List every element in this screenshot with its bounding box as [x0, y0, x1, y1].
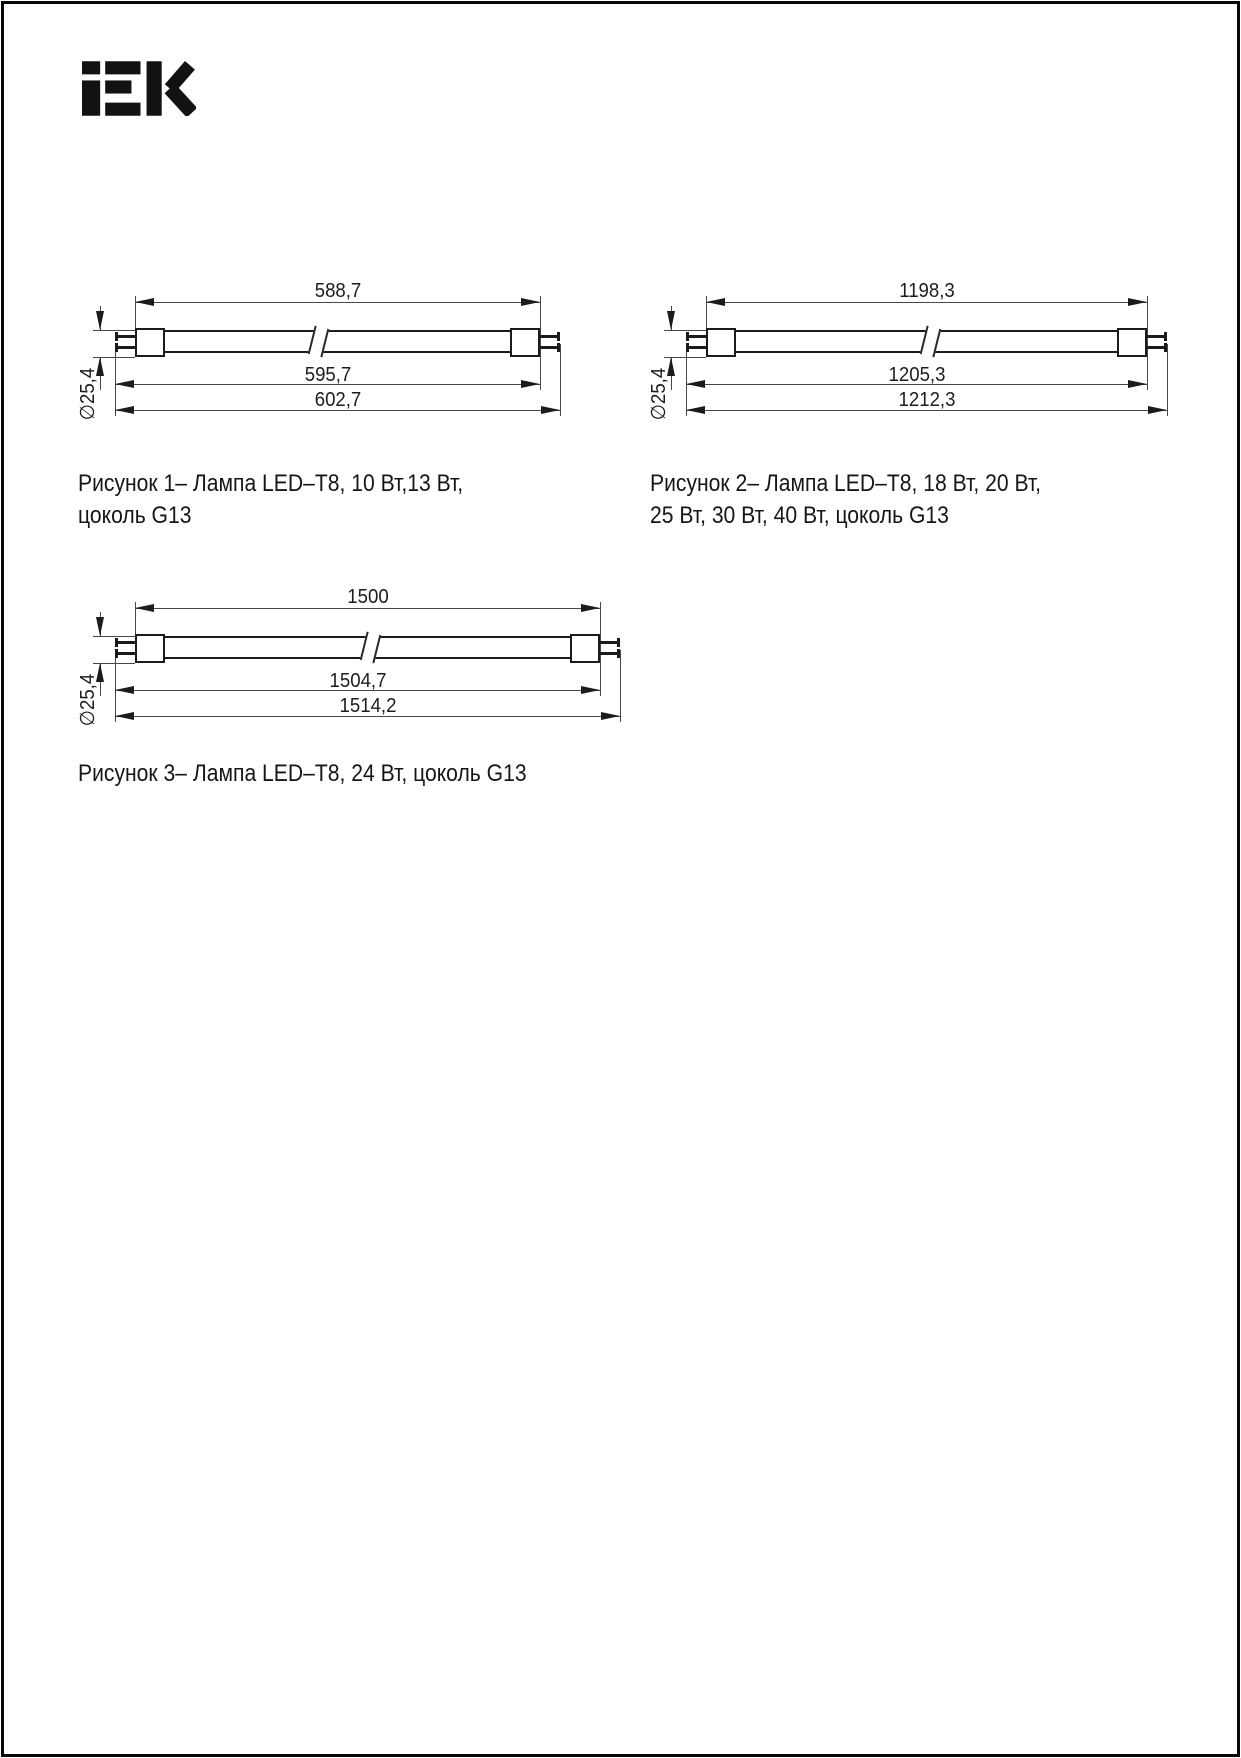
- figure-2-caption-line1: Рисунок 2– Лампа LED–T8, 18 Вт, 20 Вт,: [650, 470, 1042, 497]
- figure-3-pin-left-1-tip: [115, 649, 118, 658]
- figure-1-ext-cap-right: [540, 296, 541, 390]
- figure-2-caption: [650, 468, 1041, 532]
- figure-2-dim-length-pin-to-cap-arrow-left: [686, 380, 705, 388]
- figure-2-dia-arrow-down: [667, 311, 675, 330]
- figure-1-dia-label: ∅25,4: [77, 367, 99, 421]
- figure-3-dim-length-caps-arrow-left: [135, 604, 154, 612]
- figure-3-caption-line1: Рисунок 3– Лампа LED–T8, 24 Вт, цоколь G13: [78, 760, 527, 787]
- iek-logo-icon: [82, 61, 196, 116]
- figure-2-ext-cap-right: [1147, 296, 1148, 390]
- figure-2-dim-length-overall-arrow-left: [686, 406, 705, 414]
- figure-2-dim-length-caps-arrow-left: [706, 298, 725, 306]
- page-border: [1, 1, 1240, 1757]
- figure-1-dim-length-caps-arrow-left: [135, 298, 154, 306]
- figure-2-dim-length-caps-label: 1198,3: [898, 280, 955, 302]
- figure-2-dim-length-pin-to-cap-arrow-right: [1128, 380, 1147, 388]
- figure-3-ext-pin-right: [620, 650, 621, 722]
- figure-3-dia-arrow-down: [96, 617, 104, 636]
- figure-1-pin-left-0: [115, 335, 135, 338]
- figure-1-pin-left-0-tip: [115, 332, 118, 341]
- figure-2-pin-left-1: [686, 346, 706, 349]
- figure-2-ext-pin-right: [1167, 344, 1168, 416]
- figure-3-ext-cap-left: [135, 602, 136, 634]
- figure-1-ext-pin-right: [560, 344, 561, 416]
- figure-1-lamp-tube: [165, 330, 510, 353]
- figure-2-pin-left-0-tip: [686, 332, 689, 341]
- figure-3-dim-length-overall-arrow-left: [115, 712, 134, 720]
- figure-3-dim-length-pin-to-cap-arrow-right: [581, 686, 600, 694]
- figure-1-dim-length-pin-to-cap-arrow-right: [521, 380, 540, 388]
- figure-2-dim-length-pin-to-cap-label: 1205,3: [888, 364, 945, 386]
- figure-1-dim-length-caps-arrow-right: [521, 298, 540, 306]
- figure-1-dim-length-caps-label: 588,7: [314, 280, 361, 302]
- figure-3-pin-left-0-tip: [115, 638, 118, 647]
- figure-1-dia-arrow-down: [96, 311, 104, 330]
- figure-2-ext-cap-left: [706, 296, 707, 328]
- figure-1-dim-length-overall-label: 602,7: [314, 389, 361, 411]
- figure-3-lamp-endcap-right: [570, 634, 600, 663]
- figure-3-dim-length-caps-arrow-right: [581, 604, 600, 612]
- figure-1-pin-right-1-tip: [557, 343, 560, 352]
- figure-3-dim-length-overall-arrow-right: [601, 712, 620, 720]
- figure-1-dim-length-overall-arrow-left: [115, 406, 134, 414]
- figure-3-caption: [78, 758, 527, 790]
- figure-3-pin-left-0: [115, 641, 135, 644]
- figure-2-lamp-endcap-left: [706, 328, 736, 357]
- figure-3-dim-length-pin-to-cap-label: 1504,7: [329, 670, 386, 692]
- figure-3-pin-left-1: [115, 652, 135, 655]
- figure-2-pin-right-0-tip: [1164, 332, 1167, 341]
- figure-1-dim-length-overall-arrow-right: [541, 406, 560, 414]
- figure-2-dia-ext-top: [664, 330, 706, 331]
- figure-1-dia-ext-top: [93, 330, 135, 331]
- figure-1-dim-length-pin-to-cap-label: 595,7: [304, 364, 351, 386]
- figure-1-dim-length-caps-line: [135, 302, 540, 303]
- figure-2-dim-length-overall-arrow-right: [1148, 406, 1167, 414]
- figure-1-pin-left-1-tip: [115, 343, 118, 352]
- figure-1-caption-line1: Рисунок 1– Лампа LED–T8, 10 Вт,13 Вт,: [78, 470, 464, 497]
- figure-1-caption-line2: цоколь G13: [78, 502, 192, 529]
- figure-2-pin-left-1-tip: [686, 343, 689, 352]
- figure-2-dim-length-overall-label: 1212,3: [898, 389, 955, 411]
- figure-1-pin-right-0-tip: [557, 332, 560, 341]
- figure-2-dim-length-caps-line: [706, 302, 1147, 303]
- figure-2-dia-label: ∅25,4: [648, 367, 670, 421]
- figure-1-caption: [78, 468, 463, 532]
- figure-3-dia-label: ∅25,4: [77, 673, 99, 727]
- figure-3-dim-length-caps-line: [135, 608, 600, 609]
- figure-3-lamp-endcap-left: [135, 634, 165, 663]
- figure-2-pin-right-1-tip: [1164, 343, 1167, 352]
- figure-3-pin-right-0-tip: [617, 638, 620, 647]
- figure-2-lamp-endcap-right: [1117, 328, 1147, 357]
- figure-2-pin-left-0: [686, 335, 706, 338]
- figure-3-dim-length-pin-to-cap-arrow-left: [115, 686, 134, 694]
- figure-3-ext-cap-right: [600, 602, 601, 696]
- figure-1-pin-left-1: [115, 346, 135, 349]
- figure-3-dia-ext-top: [93, 636, 135, 637]
- figure-2-dim-length-caps-arrow-right: [1128, 298, 1147, 306]
- figure-3-dim-length-caps-label: 1500: [346, 586, 389, 608]
- figure-3-pin-right-1-tip: [617, 649, 620, 658]
- figure-3-dim-length-overall-label: 1514,2: [339, 695, 396, 717]
- figure-1-lamp-endcap-left: [135, 328, 165, 357]
- figure-1-ext-cap-left: [135, 296, 136, 328]
- figure-1-lamp-endcap-right: [510, 328, 540, 357]
- figure-1-dim-length-pin-to-cap-arrow-left: [115, 380, 134, 388]
- figure-2-caption-line2: 25 Вт, 30 Вт, 40 Вт, цоколь G13: [650, 502, 949, 529]
